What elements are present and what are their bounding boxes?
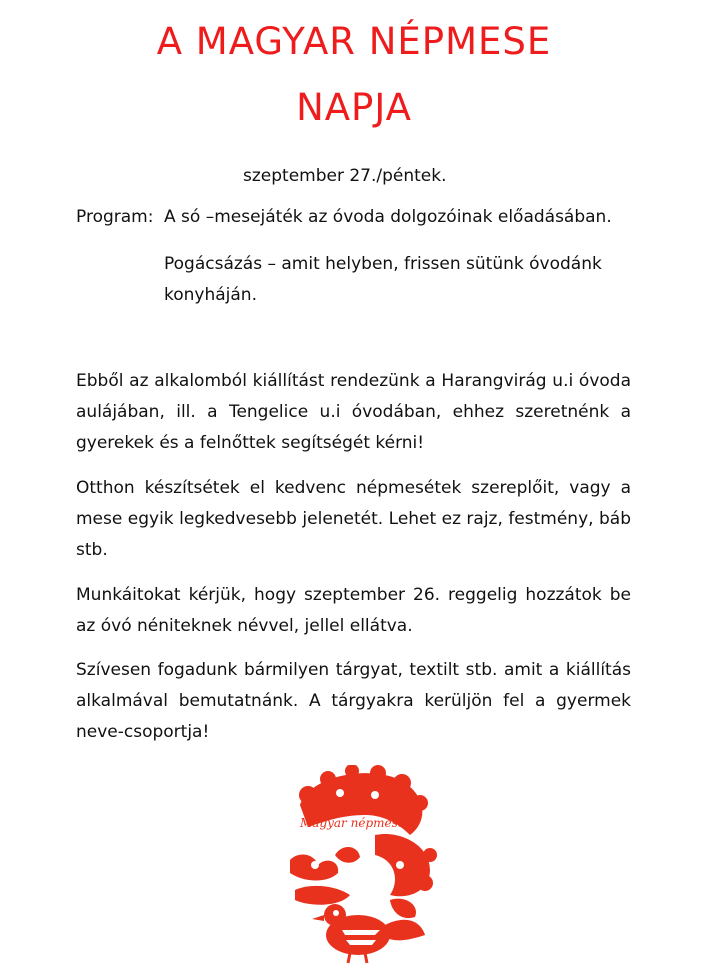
paragraph-deadline: Munkáitokat kérjük, hogy szeptember 26. reggelig hozzátok be az óvó néniteknek névvel, jellel ellátva. xyxy=(76,585,631,636)
logo-text: Magyar népmesék xyxy=(300,816,413,830)
event-date: szeptember 27./péntek. xyxy=(243,166,447,186)
program-label: Program: xyxy=(76,207,154,227)
paragraph-objects: Szívesen fogadunk bármilyen tárgyat, textilt stb. amit a kiállítás alkalmával bemutatnánk. A tárgyakra kerüljön fel a gyermek neve-csoportja! xyxy=(76,660,631,742)
logo-graphic xyxy=(280,765,450,965)
paragraph-crafts: Otthon készítsétek el kedvenc népmesétek szereplőit, vagy a mese egyik legkedvesebb jelenetét. Lehet ez rajz, festmény, báb stb. xyxy=(76,478,631,560)
program-item-2-line2: konyháján. xyxy=(164,285,257,305)
page-title-line2: NAPJA xyxy=(296,86,412,129)
folk-art-bird-logo-icon xyxy=(280,765,450,965)
program-item-2-line1: Pogácsázás – amit helyben, frissen sütünk óvodánk xyxy=(164,254,602,274)
paragraph-exhibition: Ebből az alkalomból kiállítást rendezünk a Harangvirág u.i óvoda aulájában, ill. a Tengelice u.i óvodában, ehhez szeretnénk a gyerekek és a felnőttek segítségét kérni! xyxy=(76,371,631,453)
program-item-1: A só –mesejáték az óvoda dolgozóinak előadásában. xyxy=(164,207,612,227)
page-title-line1: A MAGYAR NÉPMESE xyxy=(156,20,552,63)
